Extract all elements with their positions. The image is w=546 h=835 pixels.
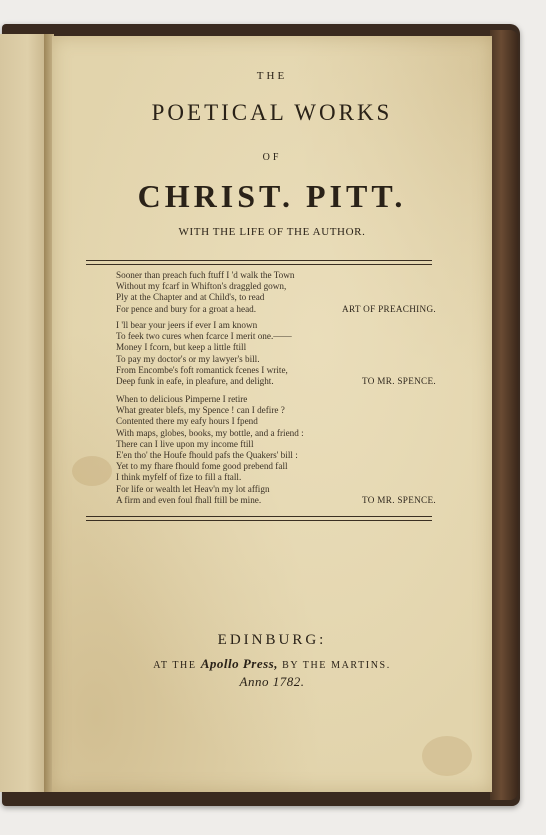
attribution: ART OF PREACHING. <box>342 303 436 314</box>
verse-line: Yet to my fhare fhould fome good prebend fall <box>116 461 288 472</box>
verse-line: Without my fcarf in Whifton's draggled gown, <box>116 281 287 292</box>
verse-line: There can I live upon my income ftill <box>116 438 254 449</box>
title-of: OF <box>262 152 282 163</box>
imprint-year: Anno 1782. <box>239 674 305 689</box>
verse-line: Contented there my eafy hours I fpend <box>116 416 258 427</box>
subtitle: WITH THE LIFE OF THE AUTHOR. <box>178 226 366 238</box>
epigraph-3 <box>116 394 436 506</box>
attribution: TO MR. SPENCE. <box>362 494 436 505</box>
verse-line: For life or wealth let Heav'n my lot affign <box>116 483 270 494</box>
imprint-place: EDINBURG: <box>217 632 327 648</box>
imprint-line <box>52 656 492 672</box>
author-name: CHRIST. PITT. <box>137 178 407 214</box>
verse-line: To pay my doctor's or my lawyer's bill. <box>116 353 260 364</box>
facing-page <box>0 34 48 792</box>
double-rule-top <box>86 260 432 261</box>
attribution: TO MR. SPENCE. <box>362 376 436 387</box>
verse-text: Deep funk in eafe, in pleafure, and delight. <box>116 376 274 387</box>
title-main: POETICAL WORKS <box>151 100 393 125</box>
verse-line-with-attribution <box>116 376 436 387</box>
verse-line: E'en tho' the Houfe fhould pafs the Quakers' bill : <box>116 450 298 461</box>
double-rule-top-thin <box>86 264 432 265</box>
title-the: THE <box>256 70 288 82</box>
epigraph-1 <box>116 270 436 315</box>
verse-line-with-attribution <box>116 494 436 506</box>
foxing-stain <box>422 736 472 776</box>
foxing-stain <box>72 456 112 486</box>
verse-line: To feek two cures when fcarce I merit one.—— <box>116 331 292 342</box>
verse-line: Sooner than preach fuch ftuff I 'd walk the Town <box>116 270 295 280</box>
double-rule-bottom <box>86 516 432 517</box>
title-page <box>52 36 492 792</box>
verse-line: When to delicious Pimperne I retire <box>116 394 248 404</box>
verse-line-with-attribution <box>116 303 436 315</box>
verse-line: With maps, globes, books, my bottle, and a friend : <box>116 427 304 438</box>
imprint-press: Apollo Press, <box>200 656 278 671</box>
verse-line: From Encombe's foft romantick fcenes I write, <box>116 364 288 375</box>
imprint-at-the: AT THE <box>153 660 197 671</box>
epigraph-2 <box>116 320 436 387</box>
verse-text: A firm and even foul fhall ftill be mine. <box>116 494 262 505</box>
binding-edge <box>490 30 518 800</box>
verse-text: For pence and bury for a groat a head. <box>116 303 257 314</box>
double-rule-bottom-thin <box>86 520 432 521</box>
imprint-by: BY THE MARTINS. <box>282 660 391 671</box>
verse-line: I think myfelf of fize to fill a ftall. <box>116 472 242 483</box>
verse-line: Ply at the Chapter and at Child's, to read <box>116 292 265 303</box>
verse-line: I 'll bear your jeers if ever I am known <box>116 320 258 330</box>
verse-line: Money I fcorn, but keep a little ftill <box>116 342 247 353</box>
verse-line: What greater blefs, my Spence ! can I defire ? <box>116 405 285 416</box>
